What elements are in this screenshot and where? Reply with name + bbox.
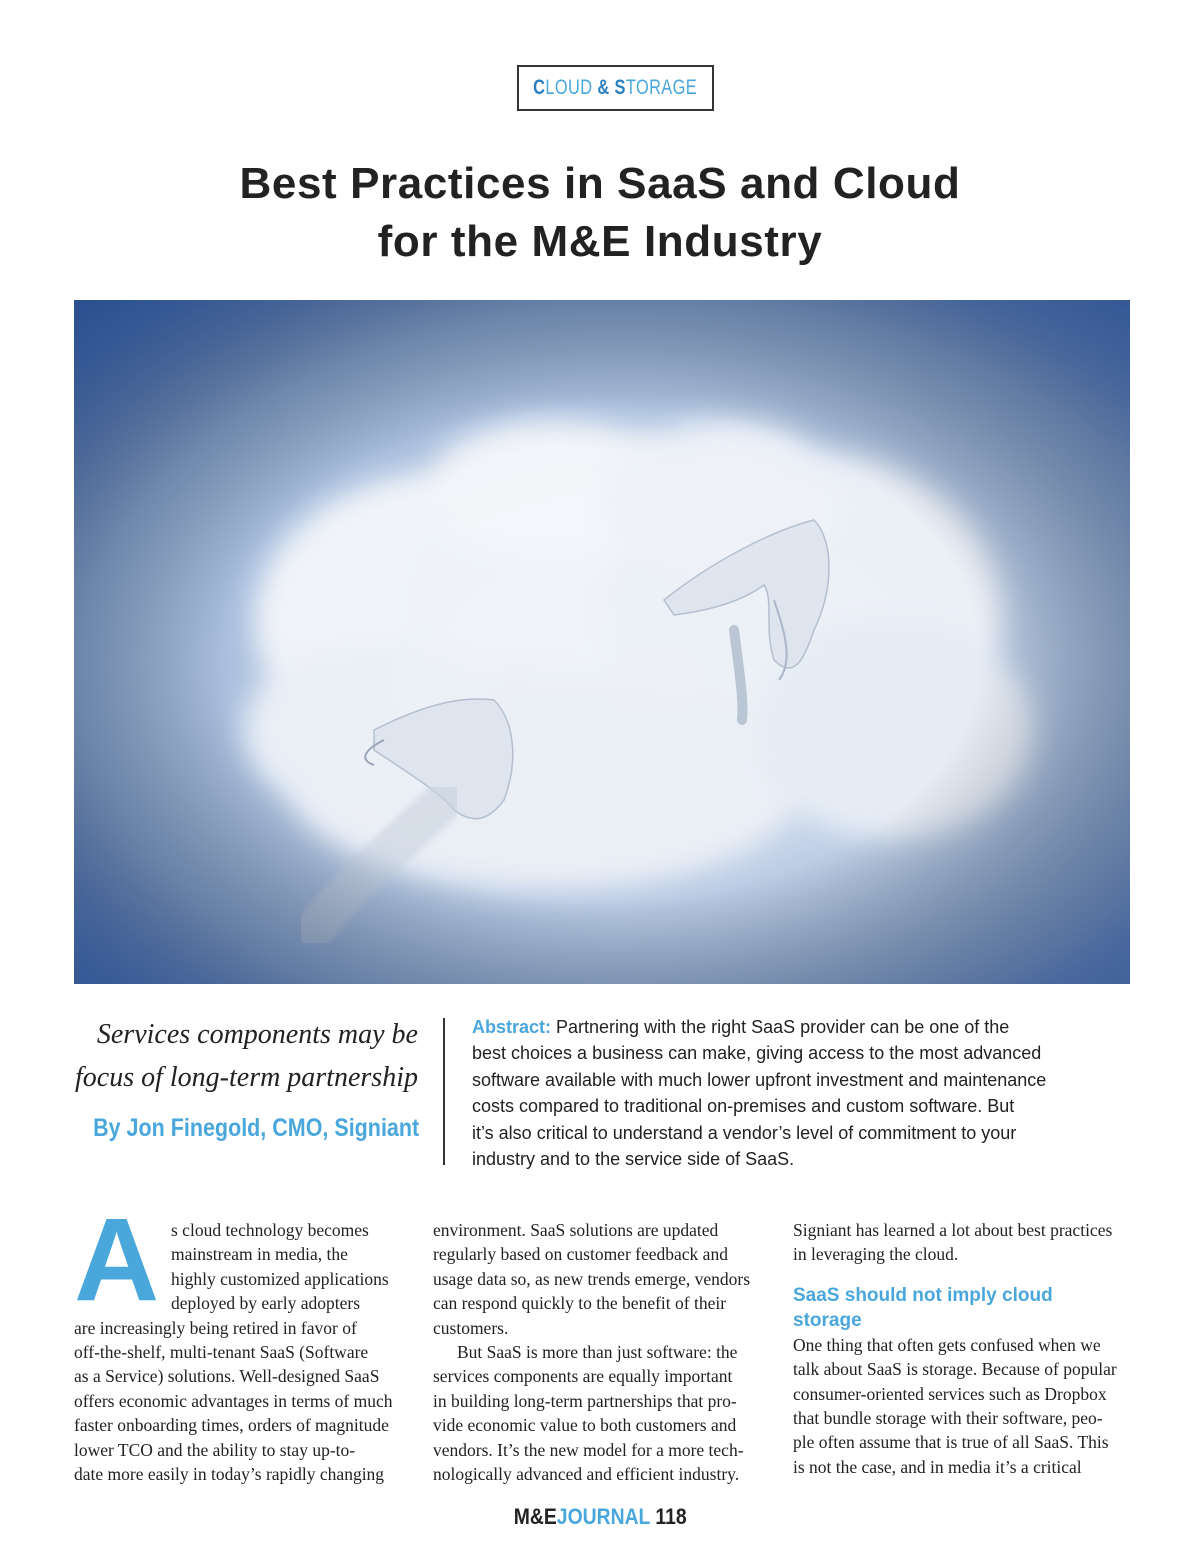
headline-line-1: Best Practices in SaaS and Cloud xyxy=(239,159,961,208)
body-line: But SaaS is more than just software: the xyxy=(457,1342,738,1363)
abstract-line: Partnering with the right SaaS provider can be one of the xyxy=(551,1017,1010,1037)
body-line: vide economic value to both customers and xyxy=(433,1415,737,1436)
body-line: customers. xyxy=(433,1317,509,1338)
section-tag xyxy=(517,65,714,111)
byline-text: By Jon Finegold, CMO, Signiant xyxy=(93,1114,420,1142)
body-line: as a Service) solutions. Well-designed SaaS xyxy=(74,1366,380,1387)
body-line: in building long-term partnerships that pro- xyxy=(433,1390,737,1411)
body-column-1 xyxy=(74,1218,414,1486)
subhead-line: storage xyxy=(793,1309,862,1331)
body-line: One thing that often gets confused when we xyxy=(793,1334,1101,1355)
body-line: that bundle storage with their software, peo- xyxy=(793,1408,1103,1429)
abstract-line: costs compared to traditional on-premises and custom software. But xyxy=(472,1096,1015,1117)
body-line: nologically advanced and efficient industry. xyxy=(433,1464,740,1485)
headline-line-2: for the M&E Industry xyxy=(377,217,823,266)
article-deck xyxy=(60,1013,418,1099)
page-footer xyxy=(0,1504,1200,1530)
body-line: date more easily in today’s rapidly changing xyxy=(74,1464,385,1485)
body-line: services components are equally important xyxy=(433,1366,733,1387)
author-byline xyxy=(40,1114,418,1143)
body-line: usage data so, as new trends emerge, vendors xyxy=(433,1268,751,1289)
body-line: faster onboarding times, orders of magnitude xyxy=(74,1415,389,1436)
deck-line-1: Services components may be xyxy=(96,1019,418,1050)
body-column-3 xyxy=(793,1218,1123,1479)
body-line: deployed by early adopters xyxy=(171,1293,361,1314)
journal-brand-b: JOURNAL xyxy=(556,1504,650,1529)
section-tag-text-2: TORAGE xyxy=(626,76,698,99)
article-headline xyxy=(0,155,1200,271)
section-tag-amp: & xyxy=(592,76,615,99)
body-line: regularly based on customer feedback and xyxy=(433,1244,728,1265)
body-line: offers economic advantages in terms of much xyxy=(74,1390,393,1411)
deck-line-2: focus of long-term partnership xyxy=(75,1062,418,1093)
abstract-line: best choices a business can make, giving access to the most advanced xyxy=(472,1043,1042,1064)
body-line: talk about SaaS is storage. Because of popular xyxy=(793,1359,1117,1380)
abstract-line: industry and to the service side of SaaS. xyxy=(472,1149,795,1170)
abstract-line: it’s also critical to understand a vendor’s level of commitment to your xyxy=(472,1122,1017,1143)
body-line: environment. SaaS solutions are updated xyxy=(433,1220,719,1240)
body-line: consumer-oriented services such as Dropbox xyxy=(793,1383,1107,1404)
body-line: vendors. It’s the new model for a more tech- xyxy=(433,1439,744,1460)
drop-cap: A xyxy=(74,1194,160,1326)
body-column-2 xyxy=(433,1218,763,1486)
body-line: in leveraging the cloud. xyxy=(793,1244,959,1265)
section-tag-initial-c: C xyxy=(533,76,546,99)
abstract-label: Abstract: xyxy=(472,1017,552,1037)
body-line: Signiant has learned a lot about best practices xyxy=(793,1220,1113,1240)
body-line: highly customized applications xyxy=(171,1268,389,1289)
body-line: are increasingly being retired in favor of xyxy=(74,1317,357,1338)
body-line: ple often assume that is true of all SaaS. This xyxy=(793,1432,1109,1453)
body-line: is not the case, and in media it’s a critical xyxy=(793,1456,1082,1477)
body-line: lower TCO and the ability to stay up-to- xyxy=(74,1439,356,1460)
page-number: 118 xyxy=(649,1504,687,1529)
section-tag-initial-s: S xyxy=(614,76,627,99)
section-subhead xyxy=(793,1283,1123,1333)
body-line: off-the-shelf, multi-tenant SaaS (Software xyxy=(74,1342,369,1363)
abstract-block xyxy=(472,1014,1112,1172)
hero-image-hands-in-clouds xyxy=(74,300,1130,984)
body-line: can respond quickly to the benefit of their xyxy=(433,1293,727,1314)
abstract-line: software available with much lower upfront investment and maintenance xyxy=(472,1069,1047,1090)
subhead-line: SaaS should not imply cloud xyxy=(793,1284,1053,1306)
journal-brand-a: M&E xyxy=(513,1504,557,1529)
section-tag-text-1: LOUD xyxy=(545,76,593,99)
vertical-divider xyxy=(443,1018,445,1165)
body-line: mainstream in media, the xyxy=(171,1244,348,1265)
cloud-hands-illustration xyxy=(74,300,1130,984)
body-line: s cloud technology becomes xyxy=(171,1220,369,1240)
